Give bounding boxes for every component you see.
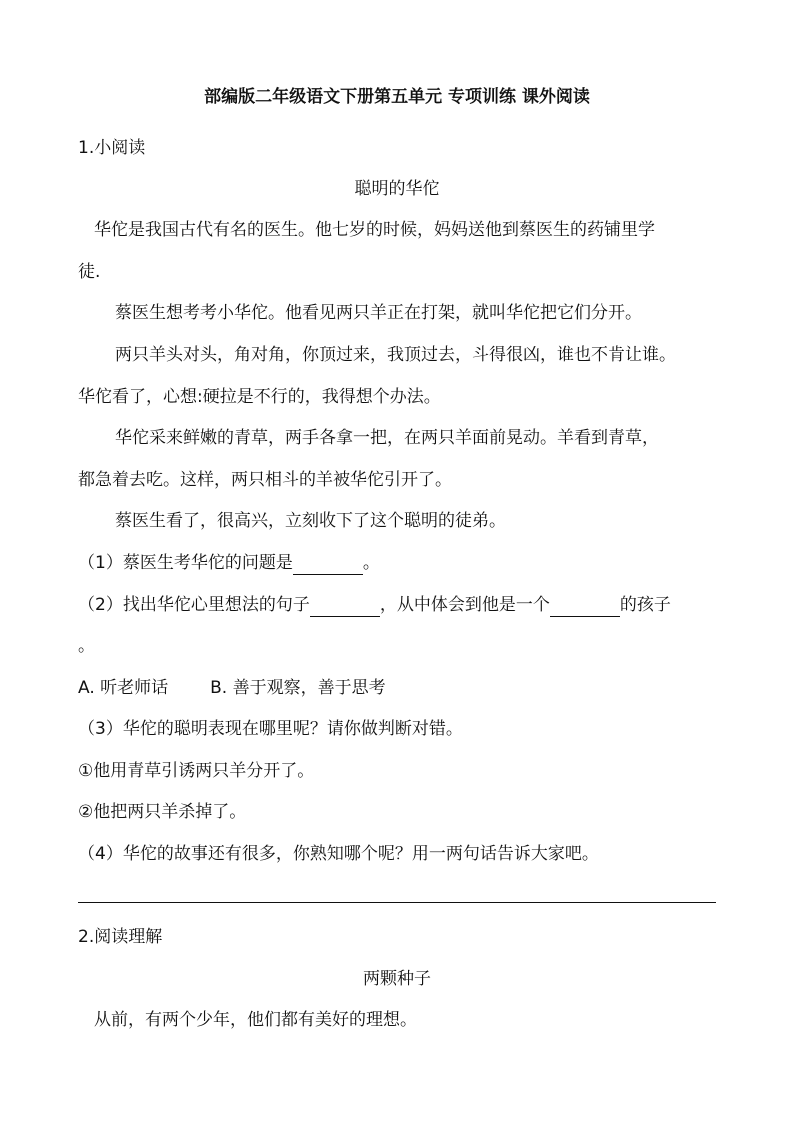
paragraph-4b: 都急着去吃。这样，两只相斗的羊被华佗引开了。 xyxy=(78,470,452,490)
paragraph-1b: 徒. xyxy=(78,262,101,282)
paragraph-4a: 华佗采来鲜嫩的青草，两手各拿一把，在两只羊面前晃动。羊看到青草， xyxy=(115,428,659,448)
section2-paragraph-1: 从前，有两个少年，他们都有美好的理想。 xyxy=(94,1010,417,1030)
question-1-end: 。 xyxy=(362,553,380,573)
question-3: （3）华佗的聪明表现在哪里呢？请你做判断对错。 xyxy=(78,719,463,739)
document-title: 部编版二年级语文下册第五单元 专项训练 课外阅读 xyxy=(204,87,590,107)
answer-blank-1[interactable] xyxy=(293,552,363,575)
question-2-wrap: 。 xyxy=(78,636,95,656)
question-2-end: 的孩子 xyxy=(619,595,671,615)
paragraph-5: 蔡医生看了，很高兴，立刻收下了这个聪明的徒弟。 xyxy=(115,511,506,531)
section2-heading: 2.阅读理解 xyxy=(78,927,163,947)
story-title-2: 两颗种子 xyxy=(363,969,431,989)
question-2-text: （2）找出华佗心里想法的句子 xyxy=(78,595,310,615)
question-3-item-1: ①他用青草引诱两只羊分开了。 xyxy=(78,761,315,781)
question-4: （4）华佗的故事还有很多，你熟知哪个呢？用一两句话告诉大家吧。 xyxy=(78,844,599,864)
option-b[interactable]: B. 善于观察，善于思考 xyxy=(210,678,386,698)
answer-line[interactable] xyxy=(78,902,716,903)
paragraph-2: 蔡医生想考考小华佗。他看见两只羊正在打架，就叫华佗把它们分开。 xyxy=(115,303,642,323)
answer-blank-2[interactable] xyxy=(310,594,380,617)
section1-heading: 1.小阅读 xyxy=(78,138,146,158)
story-title-1: 聪明的华佗 xyxy=(354,179,440,199)
question-2 xyxy=(78,594,671,617)
paragraph-3b: 华佗看了，心想:硬拉是不行的，我得想个办法。 xyxy=(78,387,441,407)
question-1-text: （1）蔡医生考华佗的问题是 xyxy=(78,553,293,573)
question-2-middle: ，从中体会到他是一个 xyxy=(379,595,550,615)
paragraph-1a: 华佗是我国古代有名的医生。他七岁的时候，妈妈送他到蔡医生的药铺里学 xyxy=(94,220,655,240)
paragraph-3a: 两只羊头对头，角对角，你顶过来，我顶过去，斗得很凶，谁也不肯让谁。 xyxy=(115,345,676,365)
options-row xyxy=(78,677,386,699)
question-3-item-2: ②他把两只羊杀掉了。 xyxy=(78,802,247,822)
answer-blank-3[interactable] xyxy=(550,594,620,617)
question-1 xyxy=(78,552,380,575)
option-a[interactable]: A. 听老师话 xyxy=(78,678,169,698)
